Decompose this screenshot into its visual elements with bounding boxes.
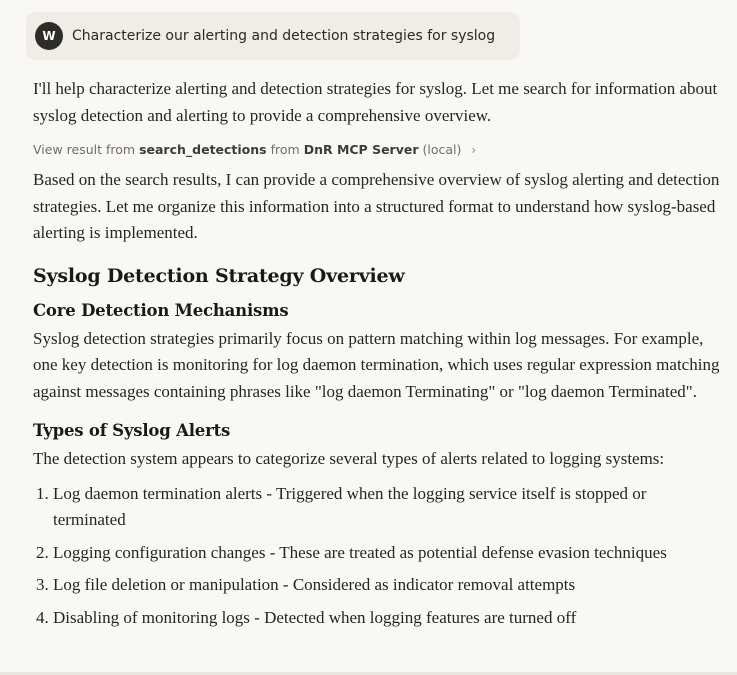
tool-result-prefix: View result from (33, 142, 136, 157)
alert-types-body: The detection system appears to categorize several types of alerts related to logging systems: (33, 449, 665, 468)
core-mechanisms-body: Syslog detection strategies primarily focus on pattern matching within log messages. For example, one key detection is monitoring for log daemon termination, which uses regular expression matching against messages containing phrases like "log daemon Terminating" or "log daemon Terminated". (33, 328, 720, 401)
user-message-bubble (26, 12, 520, 60)
server-scope: (local) (422, 142, 462, 157)
user-message-text: Characterize our alerting and detection strategies for syslog (72, 28, 496, 44)
main-heading: Syslog Detection Strategy Overview (33, 264, 405, 287)
alert-types-list (33, 481, 723, 632)
list-item: 1. Log daemon termination alerts - Triggered when the logging service itself is stopped or terminated (53, 481, 723, 534)
server-name: DnR MCP Server (303, 142, 419, 157)
assistant-response (33, 76, 723, 637)
list-item: 2. Logging configuration changes - These are treated as potential defense evasion techniques (53, 540, 723, 567)
chevron-right-icon[interactable]: › (471, 143, 477, 157)
user-avatar[interactable]: W (35, 22, 63, 50)
list-item: 3. Log file deletion or manipulation - Considered as indicator removal attempts (53, 572, 723, 599)
response-summary: Based on the search results, I can provide a comprehensive overview of syslog alerting and detection strategies. Let me organize this information into a structured format to understand how syslog-based alerting is implemented. (33, 170, 720, 242)
core-mechanisms-heading: Core Detection Mechanisms (33, 300, 289, 320)
alert-types-heading: Types of Syslog Alerts (33, 421, 231, 440)
tool-result-link[interactable] (33, 140, 723, 160)
list-item: 4. Disabling of monitoring logs - Detected when logging features are turned off (53, 605, 723, 632)
tool-name: search_detections (139, 142, 267, 157)
tool-from-label: from (270, 142, 300, 157)
response-intro: I'll help characterize alerting and detection strategies for syslog. Let me search for information about syslog detection and alerting to provide a comprehensive overview. (33, 79, 718, 125)
